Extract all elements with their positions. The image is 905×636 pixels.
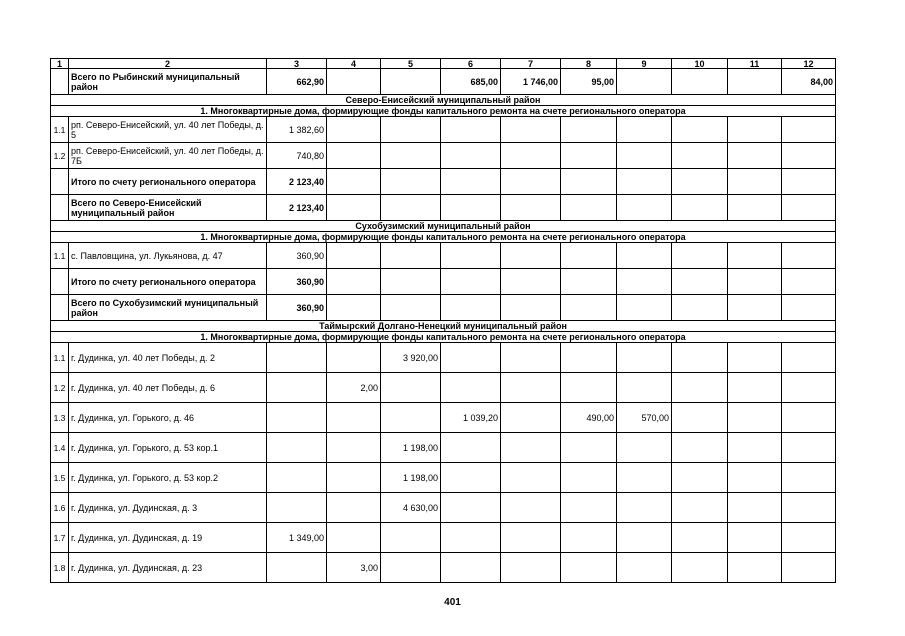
- value-cell: [561, 433, 617, 463]
- value-cell: [782, 143, 836, 169]
- value-cell: [561, 493, 617, 523]
- row-index: [51, 269, 69, 295]
- value-cell: [728, 403, 782, 433]
- value-cell: [561, 373, 617, 403]
- row-index: 1.7: [51, 523, 69, 553]
- value-cell: [782, 117, 836, 143]
- column-header: 8: [561, 59, 617, 69]
- table-row: [51, 169, 836, 195]
- section-title: 1. Многоквартирные дома, формирующие фонды капитального ремонта на счете регионального оператора: [51, 106, 836, 117]
- section-title: Северо-Енисейский муниципальный район: [51, 95, 836, 106]
- value-cell: [381, 117, 441, 143]
- value-cell: [561, 463, 617, 493]
- value-cell: [672, 553, 728, 583]
- value-cell: 360,90: [267, 295, 327, 321]
- value-cell: [561, 269, 617, 295]
- value-cell: [617, 295, 672, 321]
- value-cell: [672, 195, 728, 221]
- value-cell: [267, 403, 327, 433]
- table-row: [51, 493, 836, 523]
- row-index: 1.6: [51, 493, 69, 523]
- row-index: [51, 195, 69, 221]
- table-row: [51, 295, 836, 321]
- value-cell: 360,90: [267, 243, 327, 269]
- value-cell: 3,00: [327, 553, 381, 583]
- value-cell: [782, 269, 836, 295]
- value-cell: [617, 169, 672, 195]
- value-cell: [381, 69, 441, 95]
- value-cell: 360,90: [267, 269, 327, 295]
- value-cell: [782, 169, 836, 195]
- value-cell: [327, 523, 381, 553]
- section-title: 1. Многоквартирные дома, формирующие фонды капитального ремонта на счете регионального оператора: [51, 232, 836, 243]
- value-cell: [327, 295, 381, 321]
- column-header-row: [51, 59, 836, 69]
- column-header: 12: [782, 59, 836, 69]
- value-cell: [782, 523, 836, 553]
- table-row: [51, 373, 836, 403]
- value-cell: [267, 343, 327, 373]
- table-row: [51, 69, 836, 95]
- value-cell: [728, 343, 782, 373]
- value-cell: [561, 169, 617, 195]
- value-cell: 4 630,00: [381, 493, 441, 523]
- table-row: [51, 243, 836, 269]
- row-index: 1.1: [51, 117, 69, 143]
- value-cell: [327, 117, 381, 143]
- value-cell: [381, 403, 441, 433]
- row-index: 1.1: [51, 343, 69, 373]
- value-cell: 84,00: [782, 69, 836, 95]
- value-cell: [501, 295, 561, 321]
- value-cell: [327, 195, 381, 221]
- value-cell: [441, 269, 501, 295]
- value-cell: [441, 373, 501, 403]
- row-index: 1.4: [51, 433, 69, 463]
- value-cell: [441, 433, 501, 463]
- repair-program-table: [50, 58, 836, 583]
- value-cell: [617, 523, 672, 553]
- value-cell: [728, 195, 782, 221]
- column-header: 5: [381, 59, 441, 69]
- address-cell: г. Дудинка, ул. 40 лет Победы, д. 2: [69, 343, 267, 373]
- value-cell: [561, 523, 617, 553]
- value-cell: [617, 243, 672, 269]
- value-cell: [441, 493, 501, 523]
- value-cell: [501, 463, 561, 493]
- value-cell: [381, 295, 441, 321]
- value-cell: [381, 169, 441, 195]
- value-cell: [617, 117, 672, 143]
- value-cell: [728, 269, 782, 295]
- value-cell: [381, 269, 441, 295]
- column-header: 9: [617, 59, 672, 69]
- value-cell: 3 920,00: [381, 343, 441, 373]
- value-cell: [617, 343, 672, 373]
- value-cell: 2 123,40: [267, 195, 327, 221]
- section-row: [51, 332, 836, 343]
- section-title: 1. Многоквартирные дома, формирующие фонды капитального ремонта на счете регионального оператора: [51, 332, 836, 343]
- value-cell: [782, 553, 836, 583]
- value-cell: [561, 243, 617, 269]
- value-cell: 570,00: [617, 403, 672, 433]
- value-cell: [501, 493, 561, 523]
- value-cell: 2 123,40: [267, 169, 327, 195]
- value-cell: [561, 117, 617, 143]
- column-header: 6: [441, 59, 501, 69]
- table-row: [51, 553, 836, 583]
- value-cell: 490,00: [561, 403, 617, 433]
- value-cell: 95,00: [561, 69, 617, 95]
- value-cell: [672, 403, 728, 433]
- value-cell: [441, 143, 501, 169]
- table-body: [51, 59, 836, 583]
- section-row: [51, 106, 836, 117]
- column-header: 11: [728, 59, 782, 69]
- section-row: [51, 321, 836, 332]
- address-cell: Итого по счету регионального оператора: [69, 269, 267, 295]
- value-cell: [617, 433, 672, 463]
- table-row: [51, 463, 836, 493]
- value-cell: [501, 433, 561, 463]
- value-cell: [728, 493, 782, 523]
- value-cell: [782, 433, 836, 463]
- value-cell: [501, 117, 561, 143]
- value-cell: 1 746,00: [501, 69, 561, 95]
- value-cell: [782, 295, 836, 321]
- value-cell: [617, 69, 672, 95]
- value-cell: [267, 433, 327, 463]
- value-cell: [381, 143, 441, 169]
- value-cell: 662,90: [267, 69, 327, 95]
- row-index: 1.2: [51, 373, 69, 403]
- value-cell: [728, 523, 782, 553]
- value-cell: [561, 343, 617, 373]
- section-title: Сухобузимский муниципальный район: [51, 221, 836, 232]
- value-cell: 2,00: [327, 373, 381, 403]
- table-row: [51, 195, 836, 221]
- value-cell: [441, 195, 501, 221]
- value-cell: [672, 343, 728, 373]
- section-row: [51, 232, 836, 243]
- value-cell: [728, 295, 782, 321]
- value-cell: [501, 169, 561, 195]
- value-cell: [672, 373, 728, 403]
- value-cell: [327, 169, 381, 195]
- value-cell: [381, 195, 441, 221]
- column-header: 10: [672, 59, 728, 69]
- row-index: [51, 69, 69, 95]
- value-cell: 1 382,60: [267, 117, 327, 143]
- value-cell: [672, 169, 728, 195]
- column-header: 3: [267, 59, 327, 69]
- address-cell: Всего по Рыбинский муниципальный район: [69, 69, 267, 95]
- section-title: Таймырский Долгано-Ненецкий муниципальный район: [51, 321, 836, 332]
- address-cell: г. Дудинка, ул. 40 лет Победы, д. 6: [69, 373, 267, 403]
- value-cell: 1 039,20: [441, 403, 501, 433]
- value-cell: [617, 143, 672, 169]
- address-cell: г. Дудинка, ул. Горького, д. 46: [69, 403, 267, 433]
- row-index: 1.3: [51, 403, 69, 433]
- value-cell: [501, 143, 561, 169]
- value-cell: [672, 463, 728, 493]
- row-index: [51, 169, 69, 195]
- value-cell: [441, 343, 501, 373]
- value-cell: [441, 553, 501, 583]
- value-cell: 1 198,00: [381, 463, 441, 493]
- table-row: [51, 143, 836, 169]
- value-cell: [501, 269, 561, 295]
- address-cell: рп. Северо-Енисейский, ул. 40 лет Победы, д. 7Б: [69, 143, 267, 169]
- value-cell: [672, 143, 728, 169]
- value-cell: [441, 295, 501, 321]
- value-cell: [782, 493, 836, 523]
- value-cell: [782, 403, 836, 433]
- value-cell: [728, 373, 782, 403]
- address-cell: Итого по счету регионального оператора: [69, 169, 267, 195]
- value-cell: [441, 463, 501, 493]
- value-cell: [782, 373, 836, 403]
- address-cell: с. Павловщина, ул. Лукьянова, д. 47: [69, 243, 267, 269]
- value-cell: [728, 169, 782, 195]
- table-row: [51, 433, 836, 463]
- column-header: 4: [327, 59, 381, 69]
- address-cell: г. Дудинка, ул. Горького, д. 53 кор.2: [69, 463, 267, 493]
- value-cell: [617, 373, 672, 403]
- value-cell: [561, 195, 617, 221]
- column-header: 2: [69, 59, 267, 69]
- table-row: [51, 269, 836, 295]
- value-cell: [381, 553, 441, 583]
- address-cell: рп. Северо-Енисейский, ул. 40 лет Победы, д. 5: [69, 117, 267, 143]
- column-header: 1: [51, 59, 69, 69]
- table-row: [51, 117, 836, 143]
- value-cell: [501, 343, 561, 373]
- table-row: [51, 343, 836, 373]
- address-cell: г. Дудинка, ул. Дудинская, д. 3: [69, 493, 267, 523]
- value-cell: [327, 143, 381, 169]
- value-cell: [672, 117, 728, 143]
- value-cell: [501, 243, 561, 269]
- value-cell: [327, 493, 381, 523]
- address-cell: г. Дудинка, ул. Горького, д. 53 кор.1: [69, 433, 267, 463]
- value-cell: [501, 553, 561, 583]
- address-cell: Всего по Северо-Енисейский муниципальный район: [69, 195, 267, 221]
- value-cell: [617, 269, 672, 295]
- value-cell: [267, 493, 327, 523]
- page-number: 401: [444, 597, 461, 608]
- value-cell: [782, 463, 836, 493]
- value-cell: [327, 433, 381, 463]
- row-index: 1.5: [51, 463, 69, 493]
- value-cell: [327, 463, 381, 493]
- row-index: 1.1: [51, 243, 69, 269]
- value-cell: [501, 523, 561, 553]
- value-cell: [327, 403, 381, 433]
- address-cell: г. Дудинка, ул. Дудинская, д. 19: [69, 523, 267, 553]
- value-cell: [267, 553, 327, 583]
- value-cell: [672, 295, 728, 321]
- value-cell: 1 349,00: [267, 523, 327, 553]
- address-cell: г. Дудинка, ул. Дудинская, д. 23: [69, 553, 267, 583]
- value-cell: [617, 463, 672, 493]
- value-cell: [441, 243, 501, 269]
- value-cell: [617, 493, 672, 523]
- value-cell: [441, 169, 501, 195]
- value-cell: [782, 195, 836, 221]
- value-cell: [617, 553, 672, 583]
- value-cell: [561, 553, 617, 583]
- value-cell: [441, 117, 501, 143]
- table-row: [51, 403, 836, 433]
- section-row: [51, 221, 836, 232]
- value-cell: [672, 433, 728, 463]
- row-index: 1.8: [51, 553, 69, 583]
- value-cell: [327, 343, 381, 373]
- value-cell: 1 198,00: [381, 433, 441, 463]
- section-row: [51, 95, 836, 106]
- value-cell: [728, 433, 782, 463]
- value-cell: [381, 243, 441, 269]
- value-cell: [327, 69, 381, 95]
- value-cell: [728, 69, 782, 95]
- value-cell: [728, 117, 782, 143]
- table-row: [51, 523, 836, 553]
- address-cell: Всего по Сухобузимский муниципальный район: [69, 295, 267, 321]
- value-cell: [501, 195, 561, 221]
- value-cell: [728, 463, 782, 493]
- value-cell: [672, 69, 728, 95]
- value-cell: [561, 295, 617, 321]
- value-cell: [728, 243, 782, 269]
- value-cell: [267, 463, 327, 493]
- value-cell: [782, 243, 836, 269]
- value-cell: [672, 243, 728, 269]
- value-cell: [501, 403, 561, 433]
- row-index: [51, 295, 69, 321]
- value-cell: [728, 143, 782, 169]
- value-cell: [381, 523, 441, 553]
- value-cell: [617, 195, 672, 221]
- value-cell: [561, 143, 617, 169]
- value-cell: [782, 343, 836, 373]
- value-cell: [267, 373, 327, 403]
- row-index: 1.2: [51, 143, 69, 169]
- value-cell: [728, 553, 782, 583]
- value-cell: [327, 269, 381, 295]
- value-cell: [672, 523, 728, 553]
- value-cell: [381, 373, 441, 403]
- value-cell: [672, 493, 728, 523]
- value-cell: 740,80: [267, 143, 327, 169]
- value-cell: [501, 373, 561, 403]
- value-cell: [327, 243, 381, 269]
- value-cell: 685,00: [441, 69, 501, 95]
- column-header: 7: [501, 59, 561, 69]
- value-cell: [441, 523, 501, 553]
- value-cell: [672, 269, 728, 295]
